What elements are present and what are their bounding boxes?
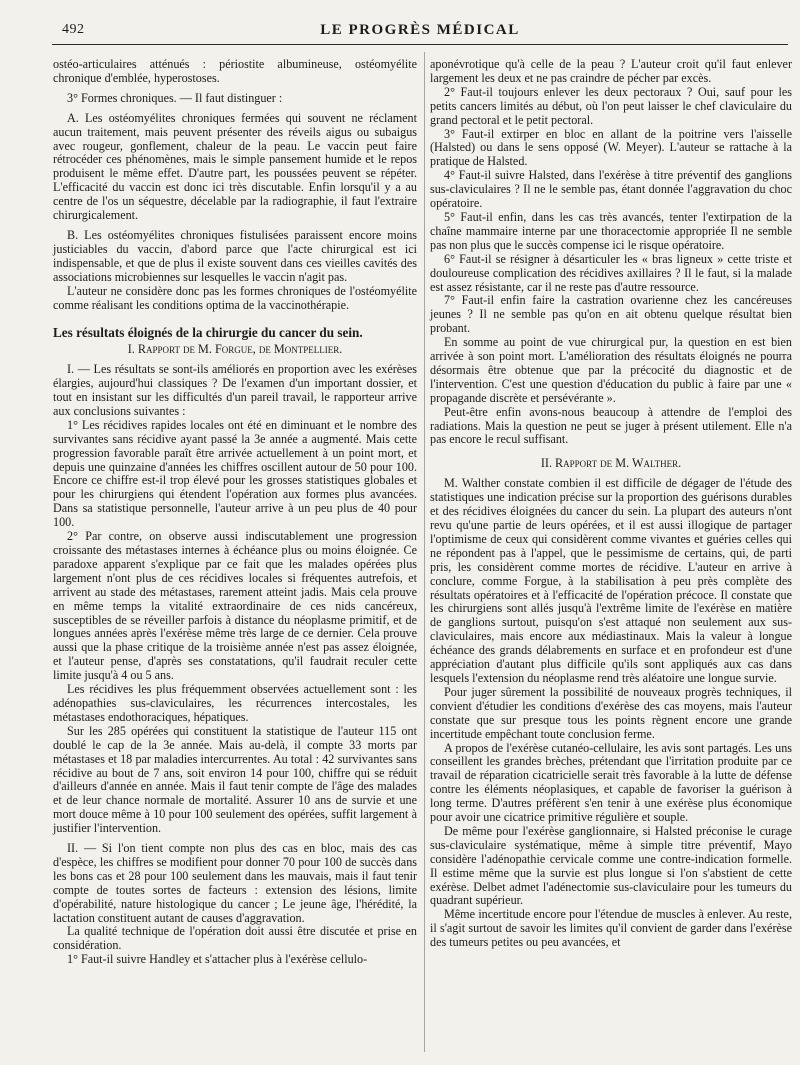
paragraph: De même pour l'exérèse ganglionnaire, si Halsted préconise le curage sus-claviculaire systématique, même à simple titre préventif, Mayo considère l'adénopathie cervicale comme une contre-indication formelle. Il estime même que la survie est plus longue si l'on s'abstient de cette exérèse. Delbet admet l'adénectomie sus-claviculaire pour les tumeurs du quadrant supérieur. bbox=[430, 823, 792, 908]
paragraph: Pour juger sûrement la possibilité de nouveaux progrès techniques, il convient d'étudier les conditions d'exérèse des cas moyens, mais l'auteur constate que sur presque tous les points règnent encore une grande incertitude empêchant toute conclusion ferme. bbox=[430, 684, 792, 741]
subsection-title: I. Rapport de M. Forgue, de Montpellier. bbox=[127, 342, 343, 357]
paragraph: Même incertitude encore pour l'étendue de muscles à enlever. Au reste, il s'agit surtout de savoir les limites qu'il convient de garder dans l'exérèse des tumeurs petites ou peu avancées, et bbox=[430, 907, 792, 950]
paragraph: 3° Formes chroniques. — Il faut distinguer : bbox=[67, 90, 283, 105]
paragraph: L'auteur ne considère donc pas les formes chroniques de l'ostéomyélite comme réalisant les conditions optima de la vaccinothérapie. bbox=[53, 283, 417, 312]
journal-title: LE PROGRÈS MÉDICAL bbox=[320, 22, 520, 38]
paragraph: 1° Les récidives rapides locales ont été en diminuant et le nombre des survivantes sans récidive ayant passé la 3e année a augmenté. Mais cette progression favorable paraît être arrivée actuellement à un point mort, et depuis une quinzaine d'années les chiffres oscillent autour de 50 pour 100. Encore ce chiffre est-il trop élevé pour les grosses statistiques globales et pour les chirurgiens qui étendent l'opération aux formes plus avancées. Dans sa statistique personnelle, l'auteur arrive à un peu plus de 40 pour 100. bbox=[53, 417, 417, 530]
page-header bbox=[52, 22, 788, 45]
section-title: Les résultats éloignés de la chirurgie du cancer du sein. bbox=[53, 325, 363, 341]
paragraph: A. Les ostéomyélites chroniques fermées qui souvent ne réclament aucun traitement, mais peuvent présenter des réveils aigus ou subaigus avec rougeur, gonflement, chaleur de la peau. Le vaccin peut faire rétrocéder ces phénomènes, mais le simple pansement humide et le repos produisent le même effet. D'autre part, les poussées peuvent se répéter. L'efficacité du vaccin est donc ici très discutable. Enfin lorsqu'il y a au centre de l'os un séquestre, décelable par la radiographie, il faut l'extraire chirurgicalement. bbox=[53, 110, 417, 223]
paragraph: aponévrotique qu'à celle de la peau ? L'auteur croit qu'il faut enlever largement les deux et ne pas craindre de pécher par excès. bbox=[430, 57, 792, 85]
paragraph: A propos de l'exérèse cutanéo-cellulaire, les avis sont partagés. Les uns conseillent les grandes brèches, prétendant que l'irritation produite par ce travail de réparation cicatricielle serait très favorable à la lutte de défense contre les éléments néoplasiques, et capable de favoriser la guérison à long terme. D'autres préfèrent s'en tenir à une exérèse plus économique pour avoir une cicatrice primitive régulière et souple. bbox=[430, 740, 792, 825]
paragraph: 6° Faut-il se résigner à désarticuler les « bras ligneux » cette triste et douloureuse complication des récidives axillaires ? Il le faut, si la malade est assez résistante, car il ne reste pas d'autre ressource. bbox=[430, 251, 792, 294]
paragraph: M. Walther constate combien il est difficile de dégager de l'étude des statistiques une indication précise sur la proportion des guérisons durables et des récidives éloignées du cancer du sein. La plupart des auteurs n'ont revu qu'une partie de leurs opérées, et il est aussi illogique de partager l'optimisme de ceux qui considèrent comme vivantes et guéries celles qui ne répondent pas à l'appel, que le pessimisme de certains, qui, de parti pris, les considèrent comme mortes de récidive. L'auteur en arrive à conclure, comme Forgue, à la stabilisation à peu près complète des résultats opératoires et à l'efficacité de l'opération précoce. Il constate que les chirurgiens sont allés jusqu'à l'extrême limite de l'exérèse en matière de ganglions surtout, puisqu'on s'est attaqué non seulement aux sus-claviculaires, mais encore aux médiastinaux. Mais la valeur à longue échéance des grands délabrements en surface et en profondeur est d'une appréciation d'autant plus difficile qu'ils sont appliqués aux cas dans lesquels l'extension du néoplasme rend très aléatoire une longue survie. bbox=[430, 476, 792, 685]
paragraph: La qualité technique de l'opération doit aussi être discutée et prise en considération. bbox=[53, 924, 417, 953]
paragraph: Peut-être enfin avons-nous beaucoup à attendre de l'emploi des radiations. Mais la question ne peut se juger à présent utilement. Elle n'a pas encore le recul suffisant. bbox=[430, 404, 792, 447]
paragraph: 2° Par contre, on observe aussi indiscutablement une progression croissante des métastases internes à échéance plus ou moins éloignée. Ce paradoxe apparent s'explique par ce fait que les malades opérées plus largement n'ont plus de ces récidives locales si fréquentes autrefois, et arrivent au stade des métastases, rarement atteint jadis. Mais cela prouve en même temps la vitalité extraordinaire de ces nids cancéreux, susceptibles de se réveiller parfois à distance du néoplasme primitif, et de longues années après l'exérèse même très large de ce dernier. Cela prouve aussi que la phase critique de la troisième année n'est pas assez éloignée, et l'auteur pense, d'après ses constatations, qu'il faudrait reculer cette limite jusqu'à 4 ou 5 ans. bbox=[53, 529, 417, 683]
paragraph: ostéo-articulaires atténués : périostite albumineuse, ostéomyélite chronique d'emblée, hyperostoses. bbox=[53, 57, 417, 85]
paragraph: 5° Faut-il enfin, dans les cas très avancés, tenter l'extirpation de la chaîne mammaire interne par une thoracectomie appropriée Il ne semble pas non plus que le succès compense ici le risque opératoire. bbox=[430, 209, 792, 252]
paragraph: 2° Faut-il toujours enlever les deux pectoraux ? Oui, sauf pour les petits cancers limités au début, où l'on peut laisser le chef claviculaire du grand pectoral et le petit pectoral. bbox=[430, 84, 792, 127]
paragraph: 7° Faut-il enfin faire la castration ovarienne chez les cancéreuses jeunes ? Il ne semble pas qu'on en ait obtenu quelque résultat bien probant. bbox=[430, 293, 792, 336]
paragraph: En somme au point de vue chirurgical pur, la question en est bien arrivée à son point mort. L'amélioration des résultats éloignés ne pourra désormais être obtenue que par la précocité du diagnostic et de l'intervention. C'est une question d'éducation du public à faire par une « propagande discrète et persévérante ». bbox=[430, 335, 792, 405]
paragraph: B. Les ostéomyélites chroniques fistulisées paraissent encore moins justiciables du vaccin, d'abord parce que l'acte chirurgical est ici indispensable, et que de plus il existe souvent dans ces vieilles cavités des associations microbiennes sur lesquelles le vaccin n'agit pas. bbox=[53, 227, 417, 284]
right-column bbox=[430, 58, 792, 950]
paragraph: I. — Les résultats se sont-ils améliorés en proportion avec les exérèses élargies, aujourd'hui classiques ? De l'examen d'un important dossier, et tout en insistant sur les difficultés d'un pareil travail, le rapporteur arrive aux conclusions suivantes : bbox=[53, 362, 417, 418]
column-divider bbox=[424, 52, 425, 1052]
left-column bbox=[53, 58, 417, 967]
paragraph: Sur les 285 opérées qui constituent la statistique de l'auteur 115 ont doublé le cap de la 3e année. Mais au-delà, il compte 33 morts par métastases et 18 par maladies intercurrentes. Au total : 42 survivantes sans récidive au bout de 7 ans, soit environ 14 pour 100, chiffre qui se réduit d'ailleurs d'année en année. Mais il faut tenir compte de l'âge des malades et de leur chance normale de mortalité. Assurer 10 ans de survie et une mort douce même à 10 pour 100 seulement des opérées, suffit largement à justifier l'intervention. bbox=[53, 723, 417, 836]
paragraph: 3° Faut-il extirper en bloc en allant de la poitrine vers l'aisselle (Halsted) ou dans le sens opposé (W. Meyer). L'auteur se rattache à la pratique de Halsted. bbox=[430, 126, 792, 169]
paragraph: 1° Faut-il suivre Handley et s'attacher plus à l'exérèse cellulo- bbox=[67, 952, 368, 967]
page-number: 492 bbox=[62, 22, 85, 37]
paragraph: II. — Si l'on tient compte non plus des cas en bloc, mais des cas d'espèce, les chiffres se modifient pour donner 70 pour 100 de succès dans les bons cas et 28 pour 100 seulement dans les mauvais, mais il faut tenir compte de toutes sortes de facteurs : extension des lésions, limite d'opérabilité, nature histologique du cancer ; Le jeune âge, l'hérédité, la lactation constituent autant de causes d'aggravation. bbox=[53, 841, 417, 925]
paragraph: 4° Faut-il suivre Halsted, dans l'exérèse à titre préventif des ganglions sus-claviculaires ? Il ne le semble pas, étant donnée l'aggravation du choc opératoire. bbox=[430, 168, 792, 211]
paragraph: Les récidives les plus fréquemment observées actuellement sont : les adénopathies sus-claviculaires, les récurrences intercostales, les métastases endothoraciques, hépatiques. bbox=[53, 682, 417, 724]
subsection-title: II. Rapport de M. Walther. bbox=[540, 456, 682, 471]
